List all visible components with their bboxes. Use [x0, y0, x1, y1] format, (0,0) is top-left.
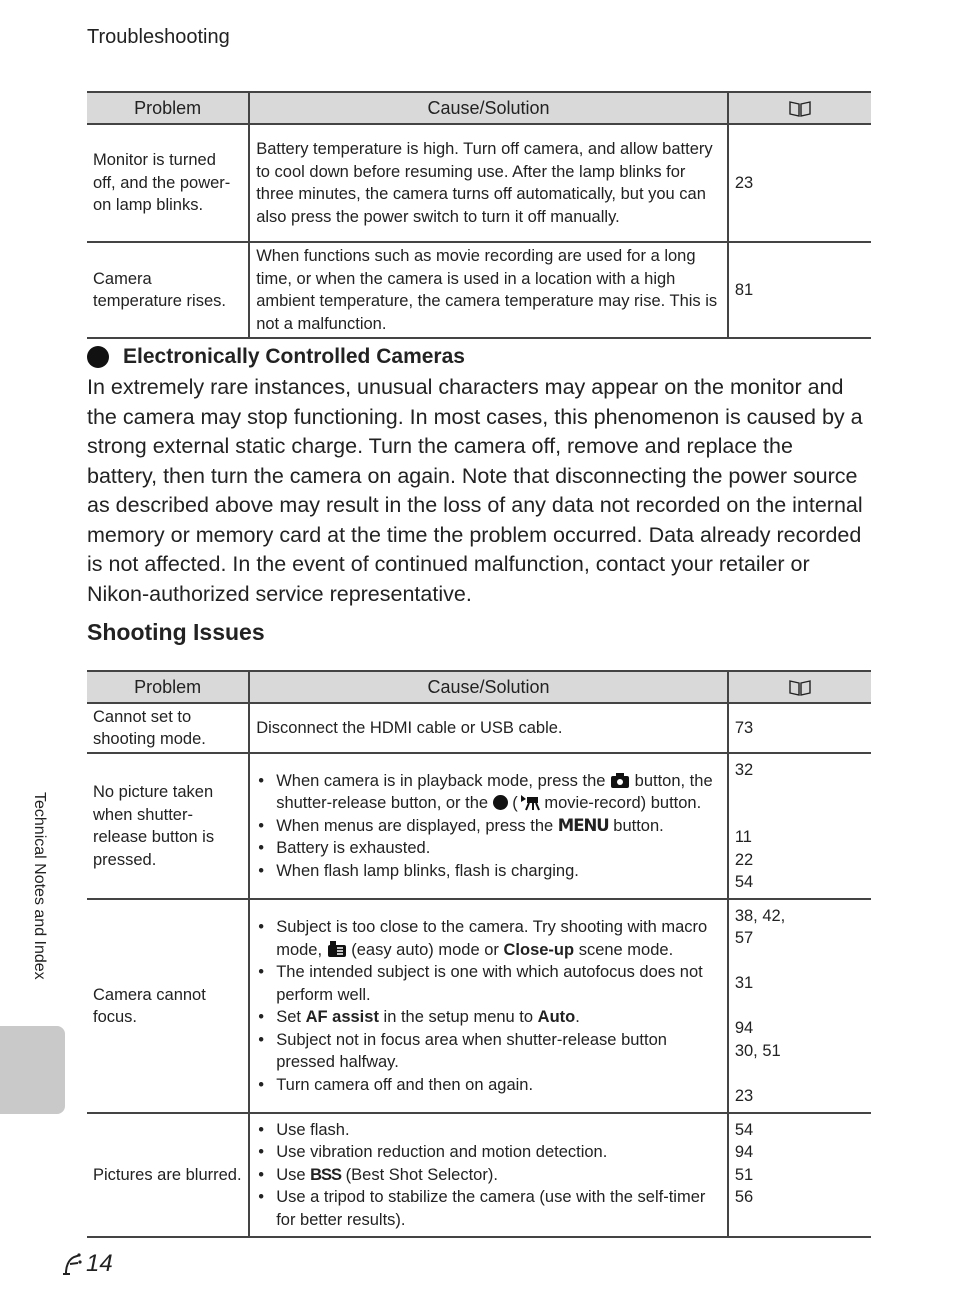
table-row — [87, 899, 871, 1113]
problem-cell: No picture taken when shutter-release button is pressed. — [87, 753, 249, 899]
caution-title: Electronically Controlled Cameras — [123, 345, 465, 368]
cause-cell — [249, 899, 728, 1113]
list-item: • Use flash. — [276, 1119, 721, 1142]
col-header-cause: Cause/Solution — [249, 92, 728, 124]
reference-cell: 38, 42, 57 31 94 30, 51 23 — [728, 899, 871, 1113]
movie-camera-icon — [518, 794, 540, 811]
list-item: • Set AF assist in the setup menu to Auto. — [276, 1006, 721, 1029]
running-header: Troubleshooting — [87, 26, 230, 48]
list-item: • Subject not in focus area when shutter-release button pressed halfway. — [276, 1029, 721, 1074]
table-row — [87, 1113, 871, 1237]
problem-cell: Camera temperature rises. — [87, 242, 249, 338]
table-row — [87, 703, 871, 753]
book-icon — [788, 100, 812, 118]
reference-cell: 23 — [728, 124, 871, 242]
bss-icon: BSS — [310, 1165, 342, 1184]
caution-icon — [87, 346, 109, 368]
reference-cell: 73 — [728, 703, 871, 753]
caution-body: In extremely rare instances, unusual characters may appear on the monitor and the camera may stop functioning. In most cases, this phenomenon is caused by a strong external static charge. Turn the camera off, remove and replace the battery, then turn the camera on again. Note that disconnecting the power source as described above may result in the loss of any data not recorded on the internal memory or memory card at the time the problem occurred. Data already recorded is not affected. In the event of continued malfunction, contact your retailer or Nikon-authorized service representative. — [87, 375, 863, 606]
list-item: • When camera is in playback mode, press the button, the shutter-release button, or the ( movie-record) button. — [276, 770, 721, 815]
cause-cell: Disconnect the HDMI cable or USB cable. — [249, 703, 728, 753]
list-item: • Use a tripod to stabilize the camera (use with the self-timer for better results). — [276, 1186, 721, 1231]
cause-cell — [249, 753, 728, 899]
menu-key-icon: MENU — [557, 815, 609, 835]
list-item: • Use BSS (Best Shot Selector). — [276, 1164, 721, 1187]
cause-cell: When functions such as movie recording are used for a long time, or when the camera is used in a location with a high ambient temperature, the camera temperature may rise. This is not a malfunction. — [249, 242, 728, 338]
reference-cell: 32 11 22 54 — [728, 753, 871, 899]
list-item: • Turn camera off and then on again. — [276, 1074, 721, 1097]
col-header-cause: Cause/Solution — [249, 671, 728, 703]
problem-cell: Monitor is turned off, and the power-on lamp blinks. — [87, 124, 249, 242]
troubleshooting-table-shooting — [87, 670, 871, 1238]
reference-cell: 54 94 51 56 — [728, 1113, 871, 1237]
table-row — [87, 242, 871, 338]
list-item: • The intended subject is one with which autofocus does not perform well. — [276, 961, 721, 1006]
col-header-reference — [728, 92, 871, 124]
cause-cell — [249, 1113, 728, 1237]
troubleshooting-table-monitor — [87, 91, 871, 339]
section-heading: Shooting Issues — [87, 619, 265, 645]
list-item: • Subject is too close to the camera. Try shooting with macro mode, (easy auto) mode or Close-up scene mode. — [276, 916, 721, 961]
record-dot-icon — [493, 795, 508, 810]
list-item: • Battery is exhausted. — [276, 837, 721, 860]
table-row — [87, 124, 871, 242]
technical-notes-icon — [60, 1251, 86, 1277]
book-icon — [788, 679, 812, 697]
easy-auto-icon — [327, 940, 347, 958]
cause-cell: Battery temperature is high. Turn off camera, and allow battery to cool down before resuming use. After the lamp blinks for three minutes, the camera turns off automatically, but you can also press the power switch to turn it off manually. — [249, 124, 728, 242]
reference-cell: 81 — [728, 242, 871, 338]
side-tab — [0, 1026, 65, 1114]
col-header-problem: Problem — [87, 92, 249, 124]
list-item: • When menus are displayed, press the MENU button. — [276, 815, 721, 838]
problem-cell: Cannot set to shooting mode. — [87, 703, 249, 753]
col-header-problem: Problem — [87, 671, 249, 703]
caution-heading — [87, 345, 465, 369]
problem-cell: Pictures are blurred. — [87, 1113, 249, 1237]
problem-cell: Camera cannot focus. — [87, 899, 249, 1113]
page-number: 14 — [60, 1250, 113, 1278]
list-item: • When flash lamp blinks, flash is charging. — [276, 860, 721, 883]
playback-camera-icon — [610, 772, 630, 789]
col-header-reference — [728, 671, 871, 703]
side-tab-label: Technical Notes and Index — [31, 792, 48, 980]
table-row — [87, 753, 871, 899]
list-item: • Use vibration reduction and motion detection. — [276, 1141, 721, 1164]
